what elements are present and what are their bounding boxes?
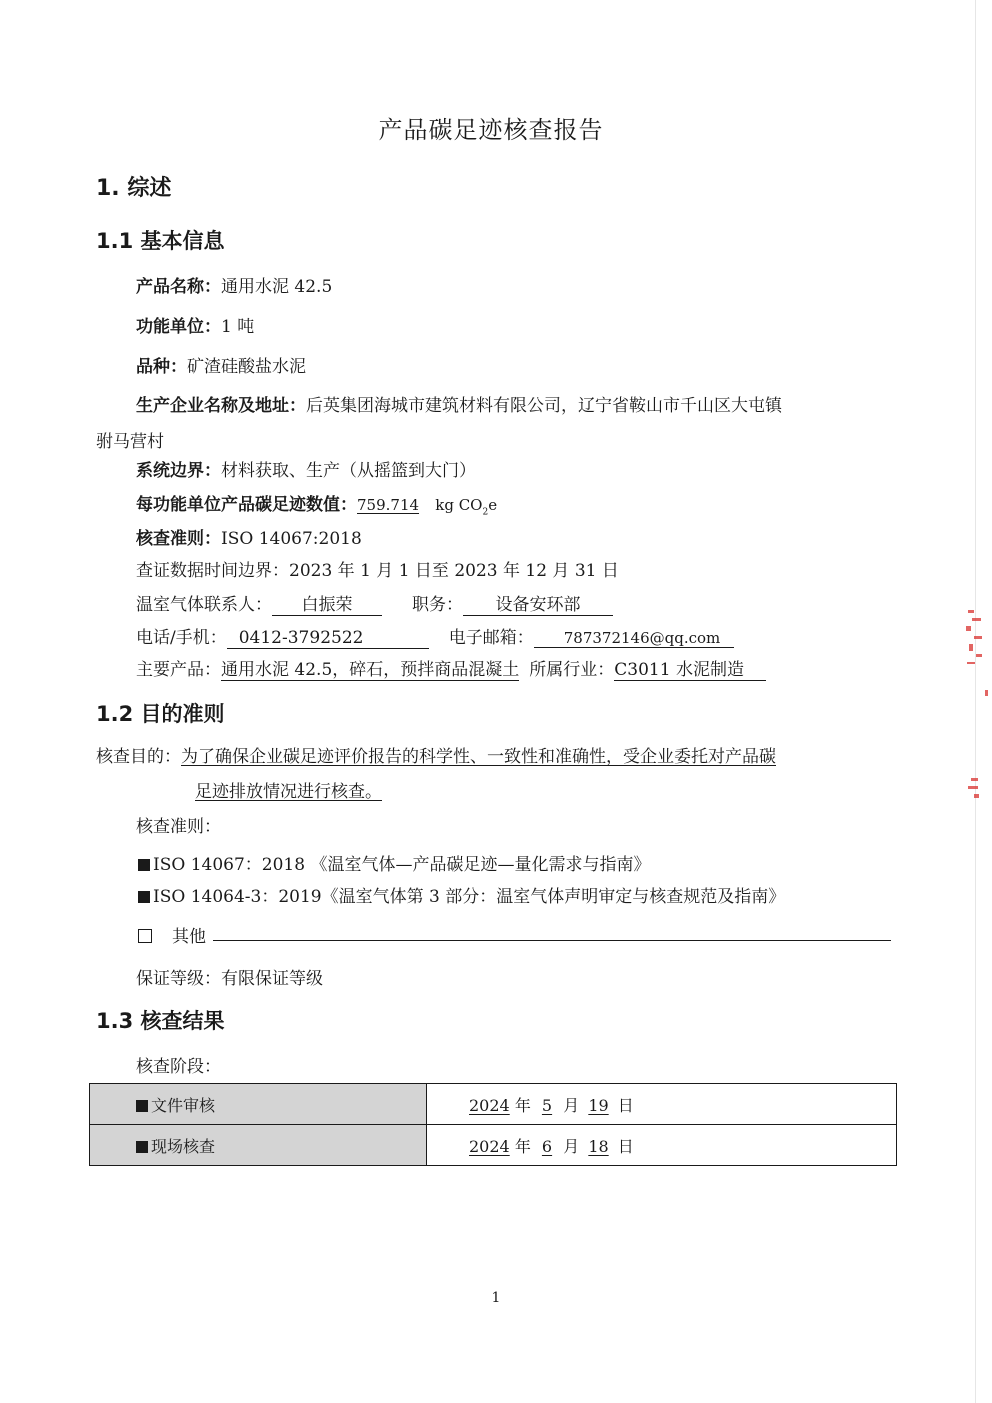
period-value: 2023 年 1 月 1 日至 2023 年 12 月 31 日	[289, 561, 619, 581]
industry-value: C3011 水泥制造	[614, 662, 766, 681]
email-value: 787372146@qq.com	[534, 631, 734, 648]
standard-value: ISO 14067:2018	[221, 529, 362, 549]
product-name-row	[136, 279, 332, 296]
standard-label: 核查准则：	[136, 529, 221, 549]
year-char: 年	[514, 1136, 531, 1156]
period-row	[136, 563, 619, 580]
purpose-row	[96, 749, 776, 766]
boundary-value: 材料获取、生产（从摇篮到大门）	[221, 461, 476, 481]
criteria-label: 核查准则：	[136, 817, 221, 837]
boundary-row	[136, 463, 476, 480]
company-value-line2: 驸马营村	[96, 432, 164, 452]
seal-stamp-fragment	[958, 598, 992, 808]
position-label: 职务：	[412, 595, 463, 615]
stage-name: 文件审核	[151, 1095, 216, 1115]
criteria-item-other	[138, 929, 206, 946]
contact-value: 白振荣	[272, 597, 382, 616]
checked-box-icon	[138, 859, 150, 871]
unchecked-box-icon	[138, 929, 152, 943]
other-fill-line	[213, 940, 891, 941]
stage-date-cell	[427, 1125, 897, 1166]
stage-name-cell	[90, 1125, 427, 1166]
day-char: 日	[617, 1095, 634, 1115]
month-char: 月	[563, 1136, 580, 1156]
period-label: 查证数据时间边界：	[136, 561, 289, 581]
company-value-line1: 后英集团海城市建筑材料有限公司，辽宁省鞍山市千山区大屯镇	[306, 396, 782, 416]
company-row	[136, 398, 782, 415]
email-label: 电子邮箱：	[448, 628, 534, 648]
table-row	[90, 1125, 897, 1166]
company-label: 生产企业名称及地址：	[136, 396, 306, 416]
checked-box-icon	[138, 891, 150, 903]
industry-label: 所属行业：	[529, 660, 615, 680]
checked-box-icon	[136, 1141, 148, 1153]
purpose-line1: 为了确保企业碳足迹评价报告的科学性、一致性和准确性，受企业委托对产品碳	[181, 747, 776, 767]
functional-unit-label: 功能单位：	[136, 317, 221, 337]
footprint-unit-pre: kg CO	[435, 496, 483, 514]
date-day: 19	[588, 1095, 609, 1115]
date-month: 5	[541, 1095, 553, 1115]
footprint-unit-post: e	[488, 496, 498, 514]
stage-label: 核查阶段：	[136, 1057, 221, 1077]
stage-name-cell	[90, 1084, 427, 1125]
variety-value: 矿渣硅酸盐水泥	[187, 357, 306, 377]
phone-label: 电话/手机：	[136, 628, 227, 648]
report-title: 产品碳足迹核查报告	[378, 116, 604, 144]
section-1-3-heading: 1.3 核查结果	[96, 1009, 225, 1033]
purpose-line2	[195, 784, 382, 801]
stage-table	[89, 1083, 897, 1166]
page-number: 1	[491, 1290, 501, 1306]
assurance-row	[136, 971, 323, 988]
footprint-value: 759.714	[357, 496, 420, 514]
day-char: 日	[617, 1136, 634, 1156]
table-row	[90, 1084, 897, 1125]
functional-unit-row	[136, 319, 254, 336]
product-name-value: 通用水泥 42.5	[221, 277, 333, 297]
assurance-value: 有限保证等级	[221, 969, 323, 989]
date-month: 6	[541, 1136, 553, 1156]
footprint-row	[136, 497, 497, 517]
contact-label: 温室气体联系人：	[136, 595, 272, 615]
footprint-unit-sub: 2	[482, 507, 489, 518]
stage-name: 现场核查	[151, 1136, 216, 1156]
products-value: 通用水泥 42.5，碎石，预拌商品混凝土	[221, 660, 520, 680]
boundary-label: 系统边界：	[136, 461, 221, 481]
variety-label: 品种：	[136, 357, 187, 377]
purpose-label: 核查目的：	[96, 747, 181, 767]
product-name-label: 产品名称：	[136, 277, 221, 297]
criteria-item-2	[138, 889, 785, 906]
position-value: 设备安环部	[463, 597, 613, 616]
date-year: 2024	[469, 1095, 510, 1115]
products-row	[136, 662, 766, 681]
date-day: 18	[588, 1136, 609, 1156]
section-1-2-heading: 1.2 目的准则	[96, 702, 225, 726]
phone-value: 0412-3792522	[227, 630, 429, 649]
section-1-heading: 1. 综述	[96, 176, 172, 201]
criteria-other-label: 其他	[172, 927, 206, 947]
criteria-item-1	[138, 857, 650, 874]
assurance-label: 保证等级：	[136, 969, 221, 989]
footprint-label: 每功能单位产品碳足迹数值：	[136, 495, 357, 515]
purpose-line2-text: 足迹排放情况进行核查。	[195, 782, 382, 802]
stage-date-cell	[427, 1084, 897, 1125]
standard-row	[136, 531, 362, 548]
month-char: 月	[563, 1095, 580, 1115]
section-1-1-heading: 1.1 基本信息	[96, 229, 225, 253]
criteria-item-2-text: ISO 14064-3：2019《温室气体第 3 部分：温室气体声明审定与核查规范及指南》	[153, 887, 786, 907]
contact-row	[136, 597, 613, 616]
year-char: 年	[514, 1095, 531, 1115]
variety-row	[136, 359, 306, 376]
criteria-item-1-text: ISO 14067：2018 《温室气体—产品碳足迹—量化需求与指南》	[153, 855, 651, 875]
functional-unit-value: 1 吨	[221, 317, 255, 337]
products-label: 主要产品：	[136, 660, 221, 680]
date-year: 2024	[469, 1136, 510, 1156]
checked-box-icon	[136, 1100, 148, 1112]
phone-row	[136, 630, 734, 649]
